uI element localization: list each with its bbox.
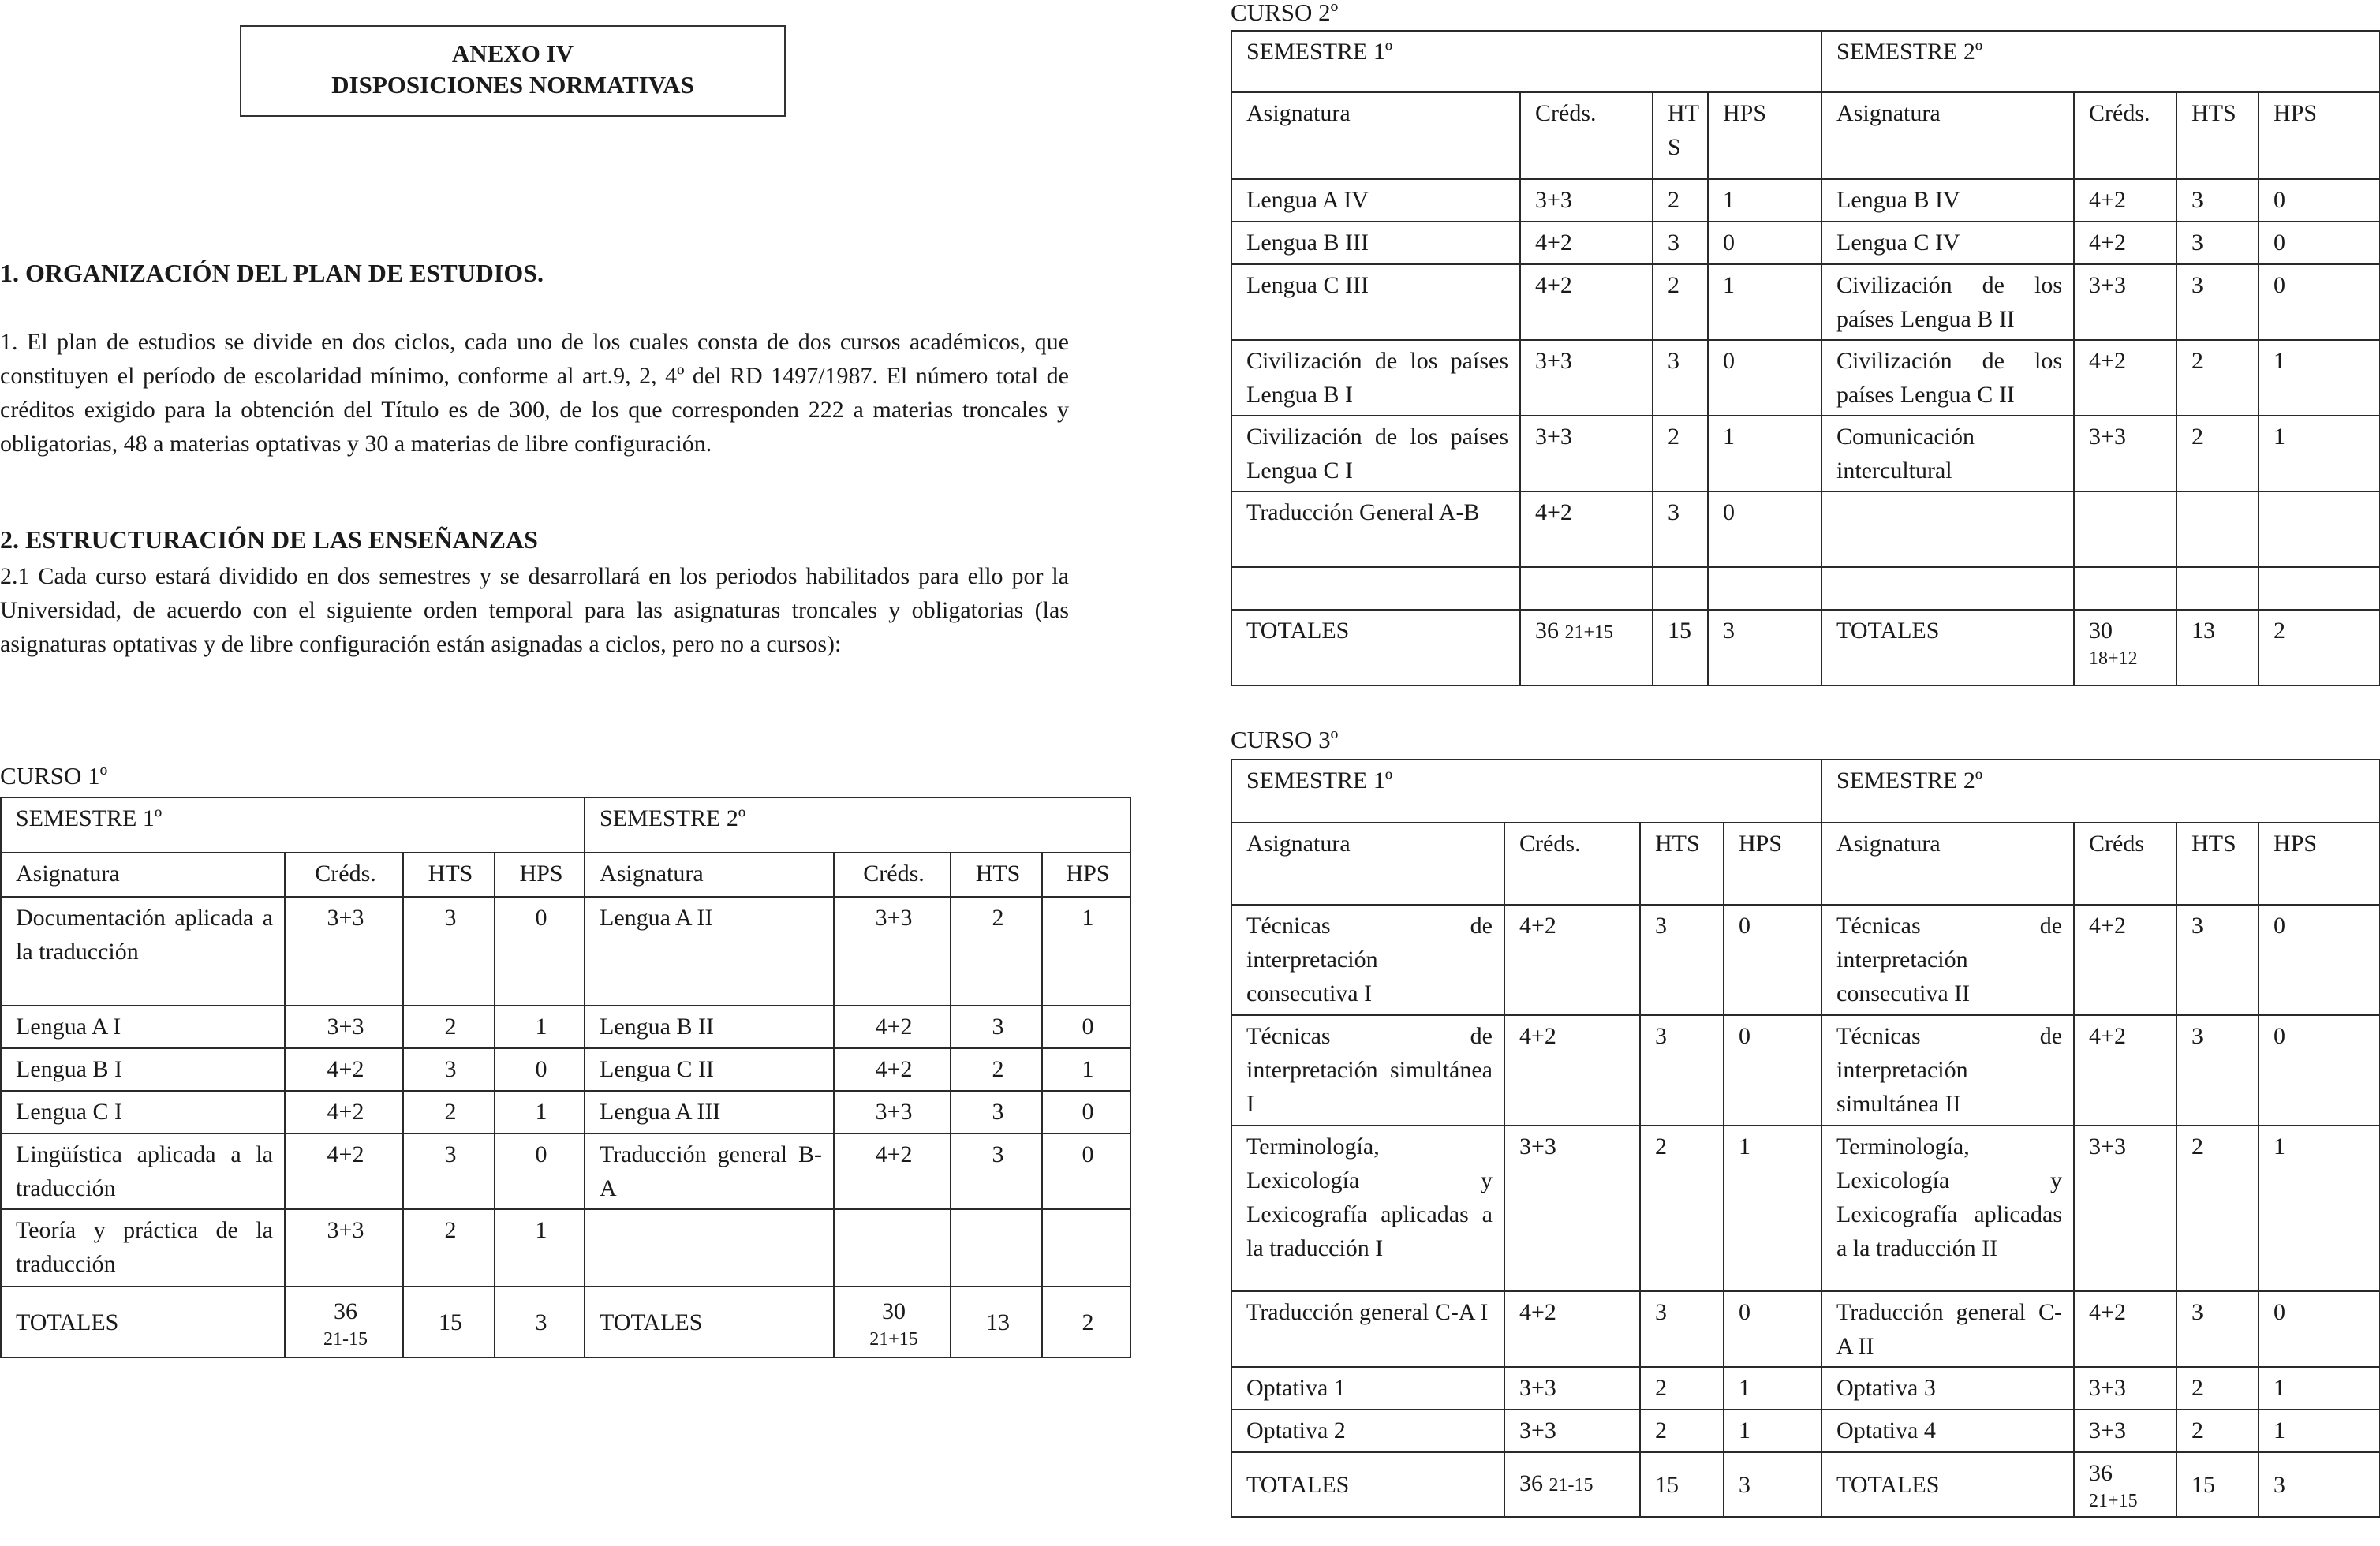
col-header: Créds.	[834, 853, 951, 897]
col-header: Asignatura	[1, 853, 285, 897]
sem2-hps-cell: 0	[1042, 1133, 1130, 1209]
sem2-creds-cell: 4+2	[2074, 340, 2176, 416]
c3-s1-total-creds	[1504, 1452, 1640, 1517]
sem2-subject-cell: Lengua B II	[585, 1006, 834, 1048]
sem2-hps-cell: 0	[1042, 1006, 1130, 1048]
sem1-hps-cell: 0	[1708, 340, 1821, 416]
sem1-hps-cell: 0	[495, 1048, 585, 1091]
sem2-hps-cell: 0	[2259, 905, 2380, 1015]
c1-s2-total-creds	[834, 1286, 951, 1357]
sem2-subject-cell: Civilización de los países Lengua B II	[1821, 264, 2074, 340]
sem1-hts-cell: 3	[403, 1048, 495, 1091]
sem1-hts-cell: 2	[1640, 1367, 1724, 1410]
sem1-subject-cell: Lengua B I	[1, 1048, 285, 1091]
sem1-hts-cell: 2	[403, 1006, 495, 1048]
total-creds-split: 21+15	[2089, 1491, 2138, 1511]
c3-s1-totals-label: TOTALES	[1231, 1452, 1504, 1517]
sem1-creds-cell: 3+3	[1520, 416, 1653, 491]
sem1-subject-cell: Civilización de los países Lengua C I	[1231, 416, 1520, 491]
col-header: HTS	[951, 853, 1042, 897]
sem2-subject-cell: Optativa 3	[1821, 1367, 2074, 1410]
sem2-subject-cell	[585, 1209, 834, 1286]
annex-title-box	[240, 25, 786, 117]
total-creds-split: 21+15	[869, 1328, 918, 1350]
sem2-hts-cell: 2	[951, 897, 1042, 1006]
sem1-hps-cell: 0	[495, 1133, 585, 1209]
c1-s1-total-hps: 3	[495, 1286, 585, 1357]
col-header: Créds.	[1504, 823, 1640, 905]
curso-2-label: CURSO 2º	[1231, 0, 1339, 26]
sem1-hps-cell: 0	[1708, 222, 1821, 264]
sem1-subject-cell: Teoría y práctica de la traducción	[1, 1209, 285, 1286]
table-row	[1231, 491, 2380, 567]
sem2-hps-cell: 1	[2259, 340, 2380, 416]
sem2-hps-cell	[2259, 567, 2380, 610]
section-2-title: 2. ESTRUCTURACIÓN DE LAS ENSEÑANZAS	[0, 525, 538, 554]
sem2-hts-cell: 3	[2176, 222, 2259, 264]
sem2-subject-cell	[1821, 491, 2074, 567]
sem2-hps-cell: 1	[1042, 1048, 1130, 1091]
c2-s1-total-hps: 3	[1708, 610, 1821, 685]
sem1-hps-cell: 1	[1724, 1126, 1821, 1291]
col-header: HPS	[1708, 92, 1821, 179]
section-1-text: 1. El plan de estudios se divide en dos ciclos, cada uno de los cuales consta de dos cursos académicos, que constituyen el período de escolaridad mínimo, conforme al art.9, 2, 4º del RD 1497/1987. El número total de créditos exigido para la obtención del Título es de 300, de los que corresponden 222 a materias troncales y obligatorias, 48 a materias optativas y 30 a materias de libre configuración.	[0, 329, 1069, 457]
sem2-hts-cell: 2	[2176, 1126, 2259, 1291]
sem1-hps-cell: 0	[1724, 905, 1821, 1015]
sem2-subject-cell: Lengua C II	[585, 1048, 834, 1091]
sem1-creds-cell: 4+2	[285, 1133, 403, 1209]
sem1-hts-cell: 3	[1653, 491, 1708, 567]
col-header: Créds.	[285, 853, 403, 897]
sem1-creds-cell: 3+3	[285, 1209, 403, 1286]
sem1-hps-cell: 0	[1708, 491, 1821, 567]
sem1-creds-cell: 3+3	[285, 897, 403, 1006]
sem2-hts-cell: 2	[2176, 416, 2259, 491]
sem1-subject-cell: Civilización de los países Lengua B I	[1231, 340, 1520, 416]
sem1-subject-cell: Lingüística aplicada a la traducción	[1, 1133, 285, 1209]
sem1-creds-cell: 3+3	[1520, 179, 1653, 222]
c3-s1-total-hts: 15	[1640, 1452, 1724, 1517]
total-creds-value: 36	[2089, 1460, 2113, 1486]
col-header: Créds.	[1520, 92, 1653, 179]
table-row	[1, 1006, 1130, 1048]
total-creds-split: 21-15	[323, 1328, 368, 1350]
sem2-creds-cell: 3+3	[2074, 1367, 2176, 1410]
sem1-hts-cell: 2	[1653, 416, 1708, 491]
sem1-creds-cell: 4+2	[285, 1048, 403, 1091]
sem1-subject-cell: Lengua A IV	[1231, 179, 1520, 222]
c3-s2-totals-label: TOTALES	[1821, 1452, 2074, 1517]
total-creds-value: 36	[1535, 618, 1559, 644]
sem2-creds-cell	[2074, 567, 2176, 610]
sem2-creds-cell	[834, 1209, 951, 1286]
curso-2-table	[1231, 30, 2380, 686]
sem2-hts-cell: 3	[2176, 179, 2259, 222]
annex-subtitle: DISPOSICIONES NORMATIVAS	[331, 71, 694, 99]
sem1-hps-cell	[1708, 567, 1821, 610]
sem2-hps-cell: 0	[2259, 264, 2380, 340]
section-2-text: 2.1 Cada curso estará dividido en dos semestres y se desarrollará en los periodos habilitados para ello por la Universidad, de acuerdo con el siguiente orden temporal para las asignaturas troncales y obligatorias (las asignaturas optativas y de libre configuración están asignadas a ciclos, pero no a cursos):	[0, 563, 1069, 657]
sem2-creds-cell: 4+2	[2074, 1015, 2176, 1126]
sem1-hts-cell: 3	[1640, 1015, 1724, 1126]
sem2-hts-cell: 3	[951, 1091, 1042, 1133]
sem2-hps-cell	[1042, 1209, 1130, 1286]
table-row	[1231, 1291, 2380, 1367]
col-header: Créds.	[2074, 92, 2176, 179]
total-creds-split: 21+15	[1564, 622, 1614, 643]
c3-s2-total-hps: 3	[2259, 1452, 2380, 1517]
total-creds-split: 18+12	[2089, 648, 2138, 669]
sem2-subject-cell: Optativa 4	[1821, 1410, 2074, 1452]
col-header: Créds	[2074, 823, 2176, 905]
sem1-hts-cell: 3	[403, 897, 495, 1006]
sem1-creds-cell	[1520, 567, 1653, 610]
sem1-subject-cell: Lengua C III	[1231, 264, 1520, 340]
total-creds-value: 30	[2089, 618, 2113, 644]
sem2-creds-cell: 4+2	[2074, 1291, 2176, 1367]
c1-s2-totals-label: TOTALES	[585, 1286, 834, 1357]
c1-s1-total-creds	[285, 1286, 403, 1357]
c1-sem2-header: SEMESTRE 2º	[585, 797, 1130, 853]
sem1-hps-cell: 1	[1708, 416, 1821, 491]
sem2-hps-cell: 1	[2259, 1126, 2380, 1291]
sem1-creds-cell: 4+2	[1520, 491, 1653, 567]
col-header: Asignatura	[1821, 92, 2074, 179]
sem2-creds-cell: 3+3	[2074, 416, 2176, 491]
sem1-subject-cell: Traducción General A-B	[1231, 491, 1520, 567]
col-header: HTS	[1640, 823, 1724, 905]
sem2-hts-cell: 3	[2176, 905, 2259, 1015]
c1-s2-total-hts: 13	[951, 1286, 1042, 1357]
sem2-creds-cell: 4+2	[834, 1006, 951, 1048]
sem1-creds-cell: 4+2	[1504, 1291, 1640, 1367]
sem1-creds-cell: 4+2	[1520, 264, 1653, 340]
table-row	[1, 1048, 1130, 1091]
sem2-subject-cell: Lengua A II	[585, 897, 834, 1006]
sem1-subject-cell: Técnicas de interpretación consecutiva I	[1231, 905, 1504, 1015]
sem1-hps-cell: 1	[1708, 264, 1821, 340]
c1-s2-total-hps: 2	[1042, 1286, 1130, 1357]
table-row	[1, 1091, 1130, 1133]
sem2-hps-cell: 0	[2259, 1291, 2380, 1367]
sem2-hts-cell: 2	[951, 1048, 1042, 1091]
c3-sem2-header: SEMESTRE 2º	[1821, 760, 2380, 823]
sem1-hts-cell: 3	[1640, 1291, 1724, 1367]
sem1-subject-cell: Optativa 2	[1231, 1410, 1504, 1452]
sem2-hts-cell: 3	[2176, 264, 2259, 340]
sem2-hts-cell	[951, 1209, 1042, 1286]
col-header: HPS	[495, 853, 585, 897]
col-header: HPS	[1724, 823, 1821, 905]
curso-3-label: CURSO 3º	[1231, 726, 1339, 753]
sem2-subject-cell	[1821, 567, 2074, 610]
sem1-subject-cell: Optativa 1	[1231, 1367, 1504, 1410]
sem1-hts-cell: 2	[1653, 179, 1708, 222]
c1-sem1-header: SEMESTRE 1º	[1, 797, 585, 853]
sem2-hps-cell: 1	[2259, 1367, 2380, 1410]
table-row	[1231, 340, 2380, 416]
sem1-hts-cell	[1653, 567, 1708, 610]
c2-s1-total-creds	[1520, 610, 1653, 685]
sem1-hps-cell: 0	[1724, 1015, 1821, 1126]
sem1-hps-cell: 1	[495, 1091, 585, 1133]
sem2-subject-cell: Civilización de los países Lengua C II	[1821, 340, 2074, 416]
sem1-hts-cell: 2	[1640, 1126, 1724, 1291]
col-header: Asignatura	[1231, 92, 1520, 179]
sem1-hts-cell: 2	[403, 1091, 495, 1133]
table-row	[1231, 1367, 2380, 1410]
sem2-creds-cell: 4+2	[2074, 905, 2176, 1015]
sem2-hts-cell: 3	[2176, 1291, 2259, 1367]
c3-s2-total-hts: 15	[2176, 1452, 2259, 1517]
table-row	[1231, 416, 2380, 491]
table-row	[1, 897, 1130, 1006]
curso-3-table	[1231, 759, 2380, 1518]
table-row	[1, 1133, 1130, 1209]
sem2-subject-cell: Técnicas de interpretación simultánea II	[1821, 1015, 2074, 1126]
c1-s1-totals-label: TOTALES	[1, 1286, 285, 1357]
sem2-creds-cell: 4+2	[2074, 179, 2176, 222]
sem2-hts-cell: 3	[951, 1006, 1042, 1048]
sem2-subject-cell: Lengua A III	[585, 1091, 834, 1133]
table-row	[1231, 179, 2380, 222]
sem1-subject-cell: Lengua C I	[1, 1091, 285, 1133]
sem2-hts-cell: 3	[2176, 1015, 2259, 1126]
sem1-hps-cell: 1	[495, 1006, 585, 1048]
c2-s1-totals-label: TOTALES	[1231, 610, 1520, 685]
col-header: HTS	[2176, 92, 2259, 179]
sem1-creds-cell: 3+3	[1520, 340, 1653, 416]
total-creds-value: 30	[882, 1298, 906, 1324]
c2-s2-total-creds	[2074, 610, 2176, 685]
sem1-subject-cell: Documentación aplicada a la traducción	[1, 897, 285, 1006]
sem1-creds-cell: 3+3	[285, 1006, 403, 1048]
col-header: HPS	[2259, 823, 2380, 905]
sem2-subject-cell: Lengua B IV	[1821, 179, 2074, 222]
sem2-creds-cell: 3+3	[834, 1091, 951, 1133]
sem1-hts-cell: 3	[1653, 340, 1708, 416]
sem2-hps-cell	[2259, 491, 2380, 567]
sem2-hts-cell: 3	[951, 1133, 1042, 1209]
sem1-subject-cell: Traducción general C-A I	[1231, 1291, 1504, 1367]
sem1-creds-cell: 3+3	[1504, 1410, 1640, 1452]
sem2-hts-cell	[2176, 567, 2259, 610]
sem2-creds-cell: 4+2	[2074, 222, 2176, 264]
sem1-hts-cell: 2	[403, 1209, 495, 1286]
sem1-subject-cell: Técnicas de interpretación simultánea I	[1231, 1015, 1504, 1126]
sem2-subject-cell: Lengua C IV	[1821, 222, 2074, 264]
c2-s2-totals-label: TOTALES	[1821, 610, 2074, 685]
sem1-subject-cell: Terminología, Lexicología y Lexicografía aplicadas a la traducción I	[1231, 1126, 1504, 1291]
col-header: HTS	[2176, 823, 2259, 905]
table-row	[1231, 567, 2380, 610]
table-row	[1231, 1126, 2380, 1291]
total-creds-value: 36	[334, 1298, 357, 1324]
c3-s2-total-creds	[2074, 1452, 2176, 1517]
sem1-creds-cell: 3+3	[1504, 1367, 1640, 1410]
sem2-hps-cell: 0	[1042, 1091, 1130, 1133]
c3-s1-total-hps: 3	[1724, 1452, 1821, 1517]
table-row	[1, 1209, 1130, 1286]
sem2-subject-cell: Traducción general C-A II	[1821, 1291, 2074, 1367]
sem2-subject-cell: Comunicación intercultural	[1821, 416, 2074, 491]
col-header: Asignatura	[1231, 823, 1504, 905]
c3-sem1-header: SEMESTRE 1º	[1231, 760, 1821, 823]
c2-s1-total-hts: 15	[1653, 610, 1708, 685]
sem2-creds-cell: 4+2	[834, 1048, 951, 1091]
sem2-creds-cell: 3+3	[834, 897, 951, 1006]
sem2-hts-cell: 2	[2176, 340, 2259, 416]
sem1-subject-cell: Lengua A I	[1, 1006, 285, 1048]
c2-s2-total-hps: 2	[2259, 610, 2380, 685]
c1-s1-total-hts: 15	[403, 1286, 495, 1357]
sem2-hps-cell: 1	[2259, 416, 2380, 491]
sem1-hts-cell: 2	[1640, 1410, 1724, 1452]
c2-sem2-header: SEMESTRE 2º	[1821, 31, 2380, 92]
sem1-hts-cell: 3	[1640, 905, 1724, 1015]
sem2-subject-cell: Técnicas de interpretación consecutiva II	[1821, 905, 2074, 1015]
curso-1-label: CURSO 1º	[0, 762, 108, 790]
sem2-subject-cell: Terminología, Lexicología y Lexicografía aplicadas a la traducción II	[1821, 1126, 2074, 1291]
sem2-creds-cell: 3+3	[2074, 1410, 2176, 1452]
sem1-hts-cell: 3	[1653, 222, 1708, 264]
sem1-hps-cell: 0	[495, 897, 585, 1006]
annex-title: ANEXO IV	[451, 39, 574, 67]
col-header: Asignatura	[1821, 823, 2074, 905]
sem2-hts-cell: 2	[2176, 1410, 2259, 1452]
table-row	[1231, 222, 2380, 264]
sem2-creds-cell: 3+3	[2074, 1126, 2176, 1291]
sem1-creds-cell: 4+2	[1504, 1015, 1640, 1126]
sem1-hps-cell: 1	[495, 1209, 585, 1286]
table-row	[1231, 905, 2380, 1015]
sem2-creds-cell: 3+3	[2074, 264, 2176, 340]
sem1-creds-cell: 4+2	[1504, 905, 1640, 1015]
sem1-hps-cell: 1	[1708, 179, 1821, 222]
table-row	[1231, 264, 2380, 340]
table-row	[1231, 1015, 2380, 1126]
col-header: Asignatura	[585, 853, 834, 897]
col-header: HPS	[1042, 853, 1130, 897]
sem1-hts-cell: 3	[403, 1133, 495, 1209]
section-1-title: 1. ORGANIZACIÓN DEL PLAN DE ESTUDIOS.	[0, 259, 544, 287]
sem1-hps-cell: 1	[1724, 1367, 1821, 1410]
sem1-creds-cell: 4+2	[1520, 222, 1653, 264]
col-header: HPS	[2259, 92, 2380, 179]
curso-1-table	[0, 797, 1131, 1358]
sem1-hps-cell: 1	[1724, 1410, 1821, 1452]
sem1-creds-cell: 4+2	[285, 1091, 403, 1133]
sem1-creds-cell: 3+3	[1504, 1126, 1640, 1291]
sem2-hps-cell: 1	[2259, 1410, 2380, 1452]
sem1-subject-cell	[1231, 567, 1520, 610]
sem2-hps-cell: 0	[2259, 1015, 2380, 1126]
sem2-creds-cell: 4+2	[834, 1133, 951, 1209]
total-creds-split: 21-15	[1549, 1475, 1594, 1496]
table-row	[1231, 1410, 2380, 1452]
sem2-hps-cell: 0	[2259, 222, 2380, 264]
sem1-subject-cell: Lengua B III	[1231, 222, 1520, 264]
c2-sem1-header: SEMESTRE 1º	[1231, 31, 1821, 92]
sem2-hts-cell: 2	[2176, 1367, 2259, 1410]
sem1-hts-cell: 2	[1653, 264, 1708, 340]
sem2-hts-cell	[2176, 491, 2259, 567]
total-creds-value: 36	[1519, 1470, 1543, 1496]
sem2-hps-cell: 1	[1042, 897, 1130, 1006]
col-header: HT S	[1653, 92, 1708, 179]
sem2-hps-cell: 0	[2259, 179, 2380, 222]
sem2-creds-cell	[2074, 491, 2176, 567]
sem2-subject-cell: Traducción general B-A	[585, 1133, 834, 1209]
col-header: HTS	[403, 853, 495, 897]
sem1-hps-cell: 0	[1724, 1291, 1821, 1367]
c2-s2-total-hts: 13	[2176, 610, 2259, 685]
